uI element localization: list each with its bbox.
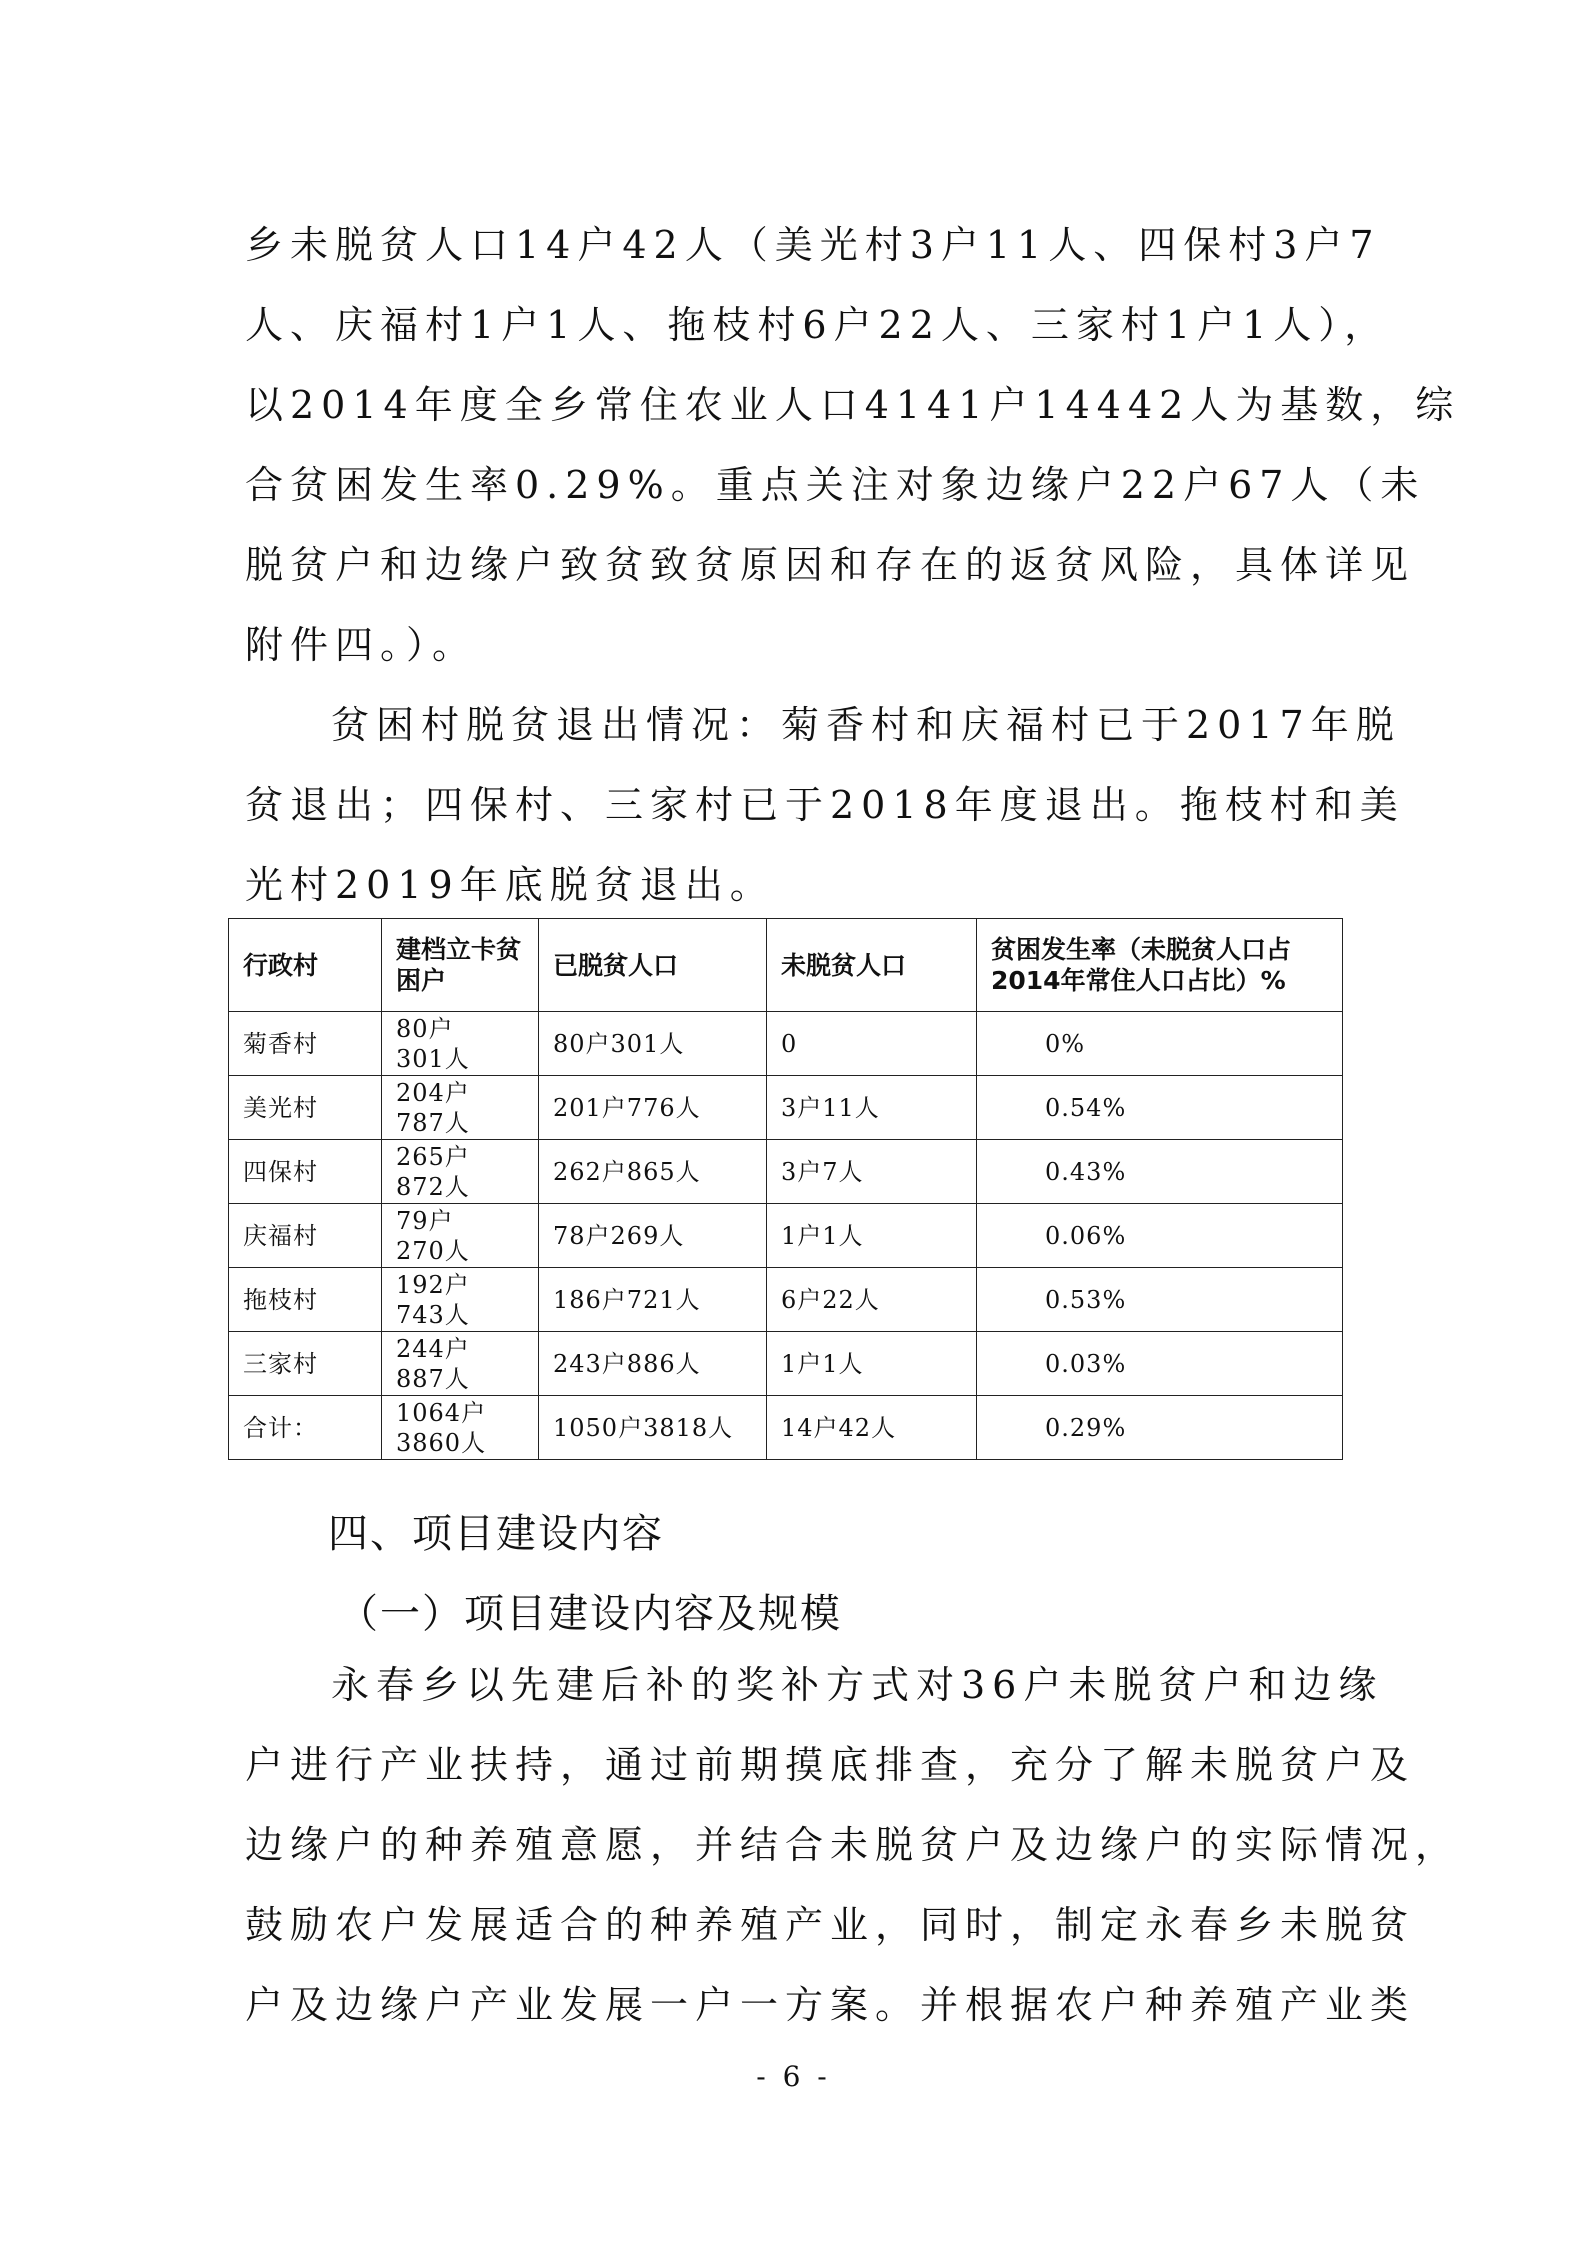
page-number: - 6 - xyxy=(756,2060,831,2093)
table-row xyxy=(229,1204,1343,1268)
cell-rate: 0.53% xyxy=(977,1268,1343,1332)
cell-registered-people: 3860人 xyxy=(396,1428,487,1457)
cell-village: 美光村 xyxy=(229,1076,382,1140)
cell-remaining: 3户11人 xyxy=(767,1076,977,1140)
cell-registered-people: 743人 xyxy=(396,1300,470,1329)
cell-remaining: 1户1人 xyxy=(767,1332,977,1396)
section-heading: 四、项目建设内容 xyxy=(328,1511,664,1557)
cell-remaining: 1户1人 xyxy=(767,1204,977,1268)
text-line: 永春乡以先建后补的奖补方式对36户未脱贫户和边缘 xyxy=(331,1663,1384,1707)
text-line: 以2014年度全乡常住农业人口4141户14442人为基数，综 xyxy=(245,383,1461,427)
cell-rate: 0% xyxy=(977,1012,1343,1076)
cell-registered-households: 192户 xyxy=(396,1270,470,1299)
table-row xyxy=(229,1076,1343,1140)
cell-lifted: 262户865人 xyxy=(539,1140,767,1204)
cell-registered xyxy=(382,1204,539,1268)
cell-lifted: 186户721人 xyxy=(539,1268,767,1332)
text-line: 贫退出；四保村、三家村已于2018年度退出。拖枝村和美 xyxy=(245,783,1405,827)
text-line: 合贫困发生率0.29%。重点关注对象边缘户22户67人（未 xyxy=(245,463,1426,507)
text-line: 乡未脱贫人口14户42人（美光村3户11人、四保村3户7 xyxy=(245,223,1381,267)
cell-registered-people: 887人 xyxy=(396,1364,470,1393)
cell-registered xyxy=(382,1396,539,1460)
cell-registered-households: 204户 xyxy=(396,1078,470,1107)
table-row xyxy=(229,1332,1343,1396)
header-poverty-rate: 贫困发生率（未脱贫人口占2014年常住人口占比）% xyxy=(977,919,1343,1012)
cell-registered xyxy=(382,1268,539,1332)
poverty-statistics-table xyxy=(228,918,1343,1460)
cell-village: 四保村 xyxy=(229,1140,382,1204)
cell-village: 庆福村 xyxy=(229,1204,382,1268)
table-row xyxy=(229,1268,1343,1332)
cell-remaining: 3户7人 xyxy=(767,1140,977,1204)
cell-rate: 0.29% xyxy=(977,1396,1343,1460)
cell-registered-households: 244户 xyxy=(396,1334,470,1363)
cell-lifted: 243户886人 xyxy=(539,1332,767,1396)
header-remaining-population: 未脱贫人口 xyxy=(767,919,977,1012)
header-registered-households: 建档立卡贫困户 xyxy=(382,919,539,1012)
paragraph-poverty-population xyxy=(245,205,1461,685)
paragraph-project-content xyxy=(245,1645,1461,2045)
cell-registered xyxy=(382,1332,539,1396)
text-line: 户进行产业扶持，通过前期摸底排查，充分了解未脱贫户及 xyxy=(245,1743,1416,1787)
cell-village: 菊香村 xyxy=(229,1012,382,1076)
table-row xyxy=(229,1012,1343,1076)
cell-remaining: 0 xyxy=(767,1012,977,1076)
cell-registered-people: 270人 xyxy=(396,1236,470,1265)
cell-registered-people: 301人 xyxy=(396,1044,470,1073)
cell-registered-households: 79户 xyxy=(396,1206,454,1235)
cell-registered-households: 1064户 xyxy=(396,1398,487,1427)
cell-lifted: 201户776人 xyxy=(539,1076,767,1140)
cell-rate: 0.43% xyxy=(977,1140,1343,1204)
cell-registered-people: 787人 xyxy=(396,1108,470,1137)
cell-village: 拖枝村 xyxy=(229,1268,382,1332)
cell-rate: 0.54% xyxy=(977,1076,1343,1140)
cell-lifted: 78户269人 xyxy=(539,1204,767,1268)
header-village: 行政村 xyxy=(229,919,382,1012)
cell-registered-people: 872人 xyxy=(396,1172,470,1201)
text-line: 鼓励农户发展适合的种养殖产业，同时，制定永春乡未脱贫 xyxy=(245,1903,1416,1947)
cell-registered xyxy=(382,1076,539,1140)
cell-village: 合计： xyxy=(229,1396,382,1460)
cell-village: 三家村 xyxy=(229,1332,382,1396)
paragraph-village-exit xyxy=(245,685,1405,925)
table-row-total xyxy=(229,1396,1343,1460)
cell-lifted: 80户301人 xyxy=(539,1012,767,1076)
cell-registered xyxy=(382,1140,539,1204)
text-line: 附件四。）。 xyxy=(245,623,478,667)
cell-registered-households: 265户 xyxy=(396,1142,470,1171)
cell-registered-households: 80户 xyxy=(396,1014,454,1043)
cell-rate: 0.03% xyxy=(977,1332,1343,1396)
cell-remaining: 6户22人 xyxy=(767,1268,977,1332)
header-lifted-population: 已脱贫人口 xyxy=(539,919,767,1012)
cell-registered xyxy=(382,1012,539,1076)
table-row xyxy=(229,1140,1343,1204)
cell-rate: 0.06% xyxy=(977,1204,1343,1268)
subsection-heading: （一）项目建设内容及规模 xyxy=(338,1591,842,1637)
cell-lifted: 1050户3818人 xyxy=(539,1396,767,1460)
text-line: 光村2019年底脱贫退出。 xyxy=(245,863,775,907)
text-line: 户及边缘户产业发展一户一方案。并根据农户种养殖产业类 xyxy=(245,1983,1416,2027)
table-header-row xyxy=(229,919,1343,1012)
text-line: 人、庆福村1户1人、拖枝村6户22人、三家村1户1人）， xyxy=(245,303,1390,347)
text-line: 脱贫户和边缘户致贫致贫原因和存在的返贫风险，具体详见 xyxy=(245,543,1416,587)
cell-remaining: 14户42人 xyxy=(767,1396,977,1460)
text-line: 边缘户的种养殖意愿，并结合未脱贫户及边缘户的实际情况， xyxy=(245,1823,1461,1867)
text-line: 贫困村脱贫退出情况：菊香村和庆福村已于2017年脱 xyxy=(331,703,1401,747)
